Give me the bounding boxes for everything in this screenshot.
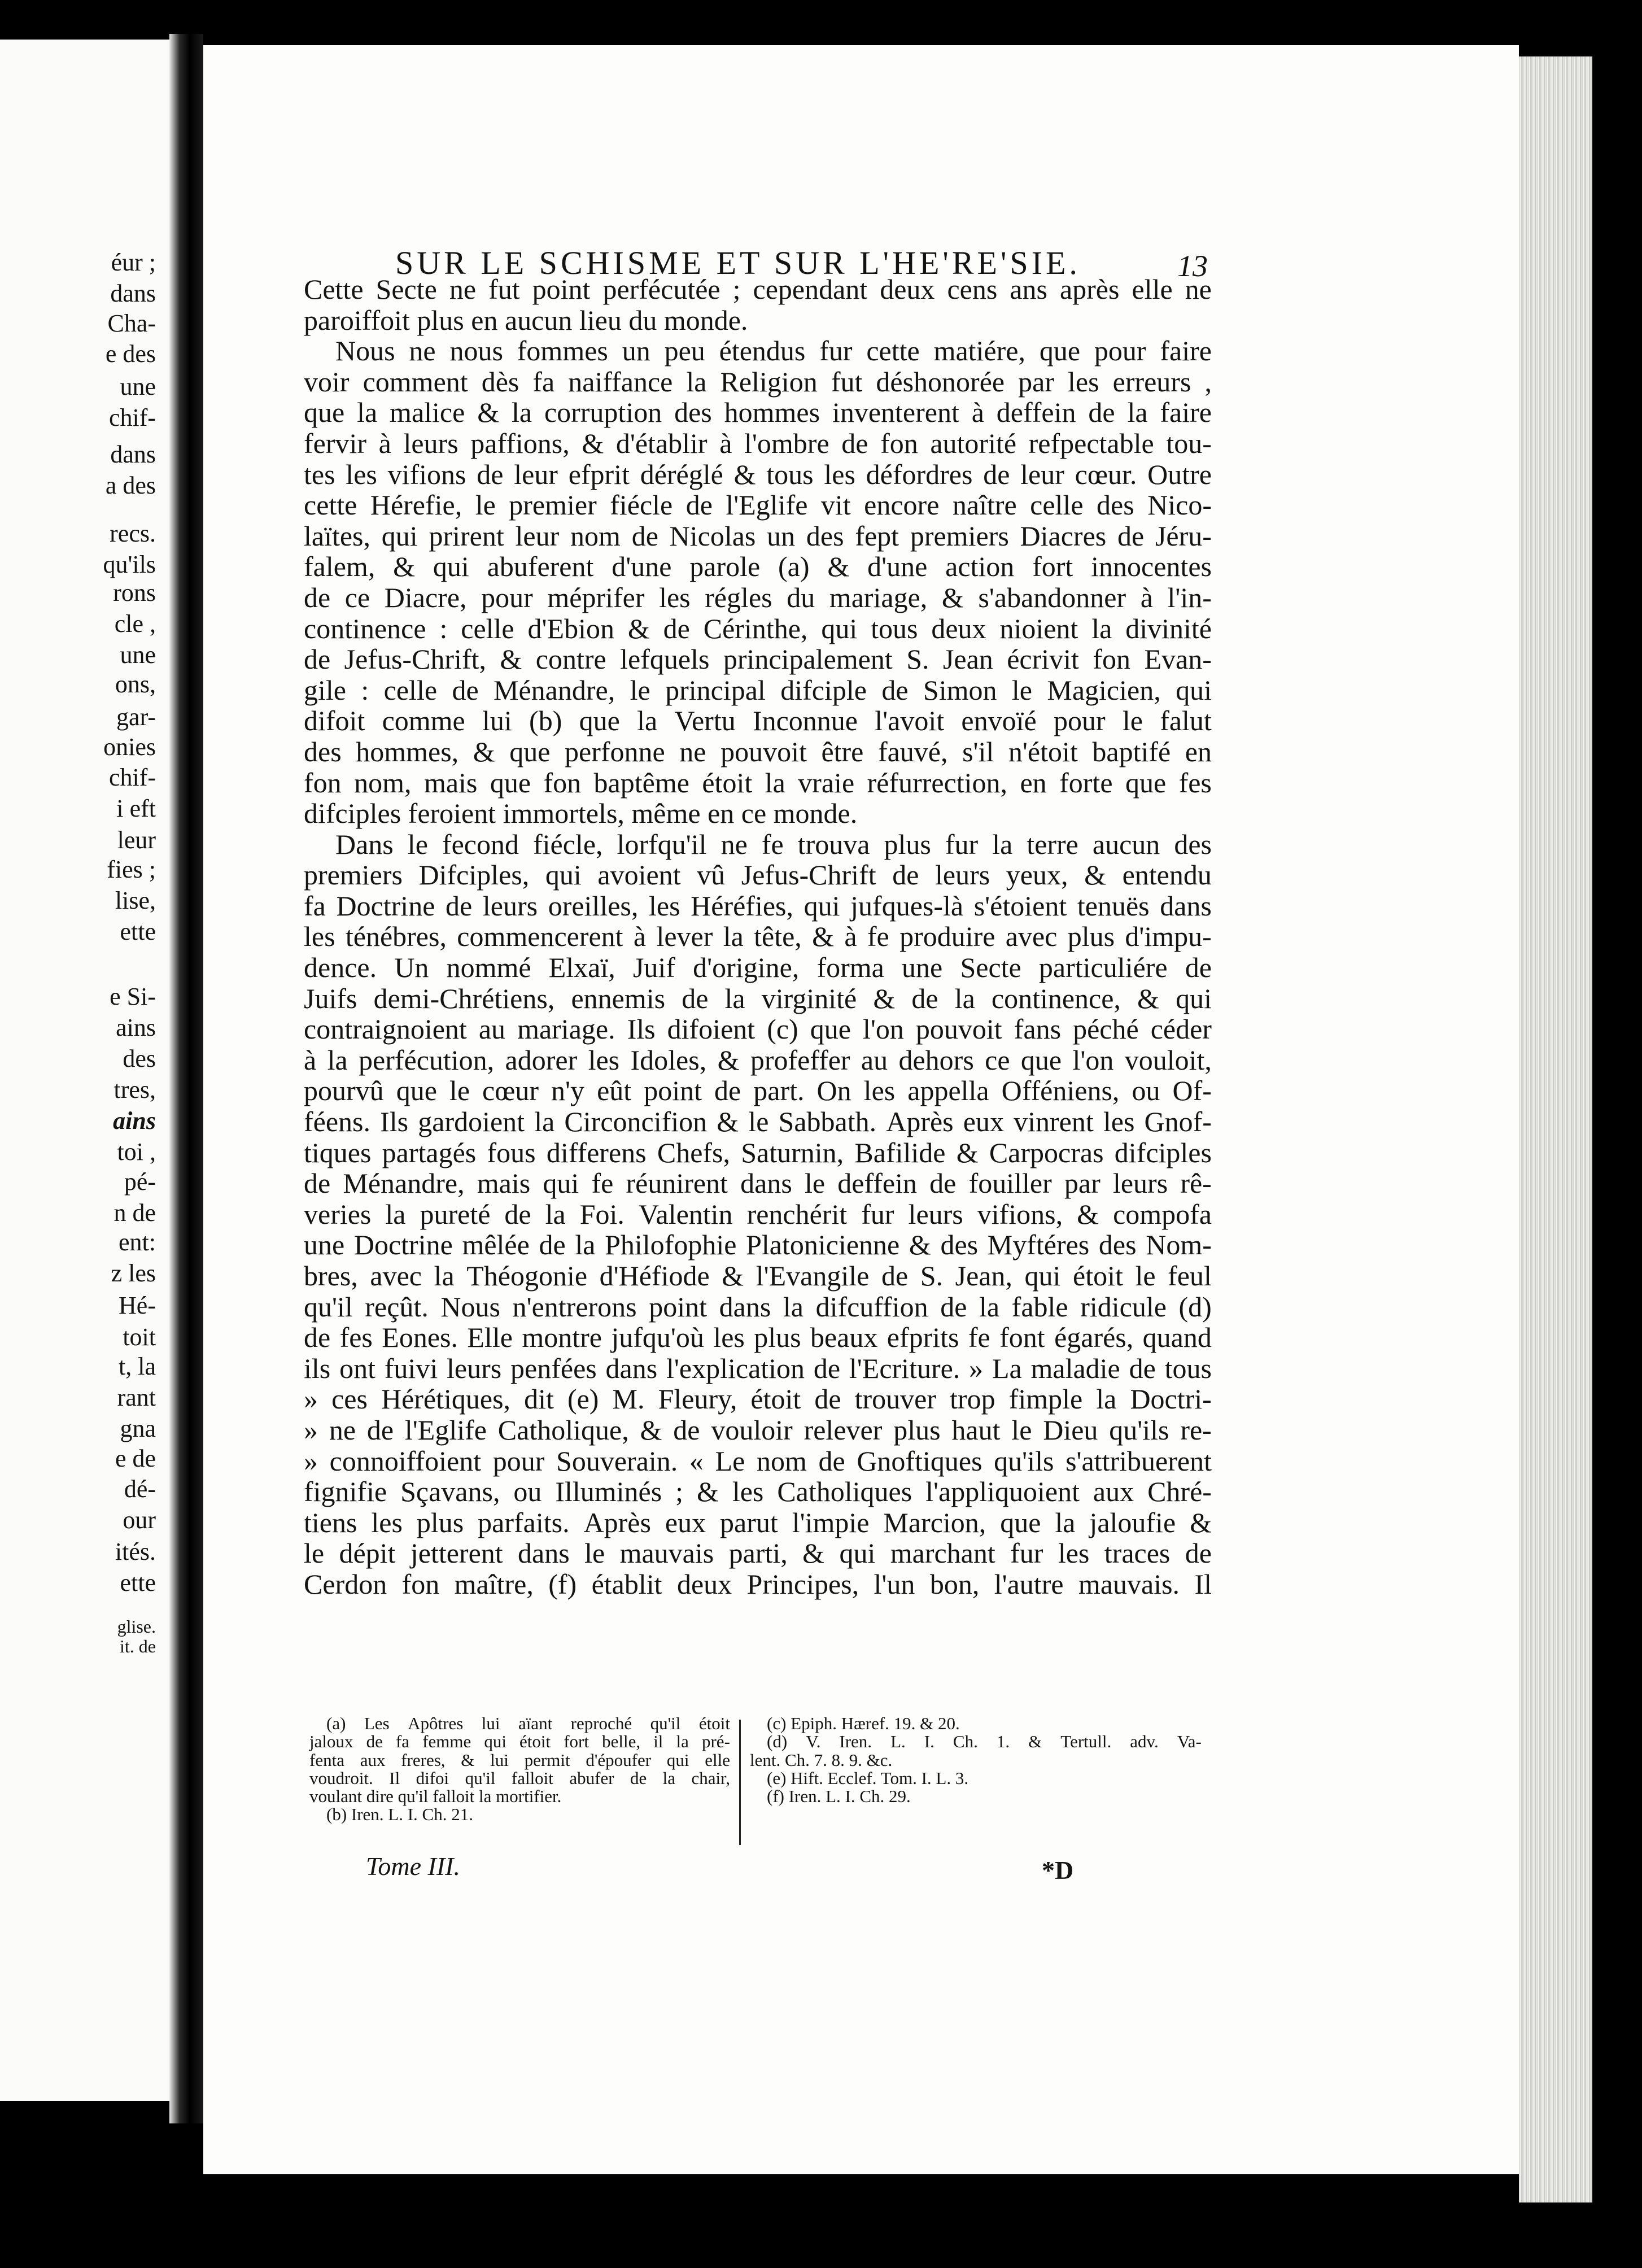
body-line: paroiffoit plus en aucun lieu du monde. (304, 304, 748, 336)
footnote-line: fenta aux freres, & lui permit d'époufer qui elle (309, 1750, 730, 1770)
body-line: cette Hérefie, le premier fiécle de l'Eglife vit encore naître celle des Nico- (304, 489, 1212, 521)
left-page-line: e des (105, 340, 156, 368)
left-page-line: gar- (116, 703, 156, 731)
left-page-line: qu'ils (103, 551, 156, 578)
left-page-line: chif- (108, 404, 156, 431)
left-page-line: éur ; (111, 248, 156, 276)
left-page-line: dans (110, 280, 156, 307)
body-line: contraignoient au mariage. Ils difoient (c) que l'on pouvoit fans péché céder (304, 1013, 1212, 1045)
left-page-line: une (120, 373, 156, 400)
left-page-line: toi , (117, 1138, 156, 1166)
body-line: des hommes, & que perfonne ne pouvoit être fauvé, s'il n'étoit baptifé en (304, 735, 1212, 767)
footnote-line: (f) Iren. L. I. Ch. 29. (767, 1786, 911, 1807)
body-line: les ténébres, commencerent à lever la tête, & à fe produire avec plus d'impu- (304, 921, 1212, 953)
left-page-line: ités. (115, 1538, 156, 1565)
body-line: bres, avec la Théogonie d'Héfiode & l'Evangile de S. Jean, qui étoit le feul (304, 1260, 1212, 1292)
body-line: ils ont fuivi leurs penfées dans l'explication de l'Ecriture. » La maladie de tous (304, 1352, 1212, 1384)
body-line: féens. Ils gardoient la Circoncifion & le Sabbath. Après eux vinrent les Gnof- (304, 1106, 1212, 1138)
left-page-line: Hé- (119, 1292, 156, 1319)
footnote-line: jaloux de fa femme qui étoit fort belle, il la pré- (309, 1731, 730, 1752)
page-edges (1519, 56, 1592, 2202)
left-page-line: tres, (113, 1076, 156, 1104)
left-page-line: lise, (115, 887, 156, 914)
left-page-line: cle , (114, 610, 156, 638)
left-page-line: dans (110, 440, 156, 468)
left-page-line: gna (120, 1415, 156, 1442)
left-page-line: n de (113, 1199, 156, 1227)
left-page-line: ent: (119, 1228, 156, 1256)
body-line: » ne de l'Eglife Catholique, & de vouloir relever plus haut le Dieu qu'ils re- (304, 1414, 1212, 1446)
body-line: voir comment dès fa naiffance la Religion fut déshonorée par les erreurs , (304, 365, 1212, 398)
footnote-line: lent. Ch. 7. 8. 9. &c. (750, 1750, 893, 1770)
left-page-line: our (123, 1506, 156, 1534)
body-line: gile : celle de Ménandre, le principal difciple de Simon le Magicien, qui (304, 674, 1212, 706)
running-head: SUR LE SCHISME ET SUR L'HE'RE'SIE. (395, 245, 1081, 281)
body-line: veries la pureté de la Foi. Valentin renchérit fur leurs vifions, & compofa (304, 1198, 1212, 1230)
body-line: premiers Difciples, qui avoient vû Jefus-Chrift de leurs yeux, & entendu (304, 859, 1212, 891)
left-page-fragment (0, 40, 169, 2101)
body-line: tes les vifions de leur efprit déréglé & tous les défordres de leur cœur. Outre (304, 458, 1212, 490)
left-page-line: chif- (108, 764, 156, 791)
body-line: difoit comme lui (b) que la Vertu Inconnue l'avoit envoïé pour le falut (304, 705, 1212, 737)
body-line: Dans le fecond fiécle, lorfqu'il ne fe trouva plus fur la terre aucun des (335, 828, 1212, 860)
page-number: 13 (1177, 249, 1208, 283)
footnote-line: voulant dire qu'il falloit la mortifier. (309, 1786, 562, 1807)
body-line: Cette Secte ne fut point perfécutée ; cependant deux cens ans après elle ne (304, 273, 1212, 305)
body-line: une Doctrine mêlée de la Philofophie Platonicienne & des Myftéres des Nom- (304, 1229, 1212, 1261)
body-text (304, 274, 1212, 1600)
body-line: difciples feroient immortels, même en ce monde. (304, 797, 858, 830)
left-page-line: fies ; (107, 856, 156, 883)
left-page-line: e Si- (110, 983, 156, 1010)
body-line: laïtes, qui prirent leur nom de Nicolas un des fept premiers Diacres de Jéru- (304, 520, 1212, 552)
left-page-line: ains (113, 1107, 156, 1135)
left-page-line: des (123, 1045, 156, 1072)
body-line: Nous ne nous fommes un peu étendus fur cette matiére, que pour faire (335, 335, 1212, 367)
body-line: continence : celle d'Ebion & de Cérinthe, qui tous deux nioient la divinité (304, 612, 1212, 644)
left-page-line: recs. (110, 520, 156, 547)
body-line: fervir à leurs paffions, & d'établir à l'ombre de fon autorité refpectable tou- (304, 427, 1212, 459)
left-page-line: toit (123, 1323, 156, 1351)
body-line: pourvû que le cœur n'y eût point de part. On les appella Offéniens, ou Of- (304, 1075, 1212, 1107)
left-page-line: onies (103, 733, 156, 761)
footnotes-right (750, 1715, 1202, 1805)
body-line: Juifs demi-Chrétiens, ennemis de la virginité & de la continence, & qui (304, 982, 1212, 1014)
left-page-line: e de (115, 1445, 156, 1472)
footnote-line: (a) Les Apôtres lui aïant reproché qu'il étoit (326, 1713, 730, 1733)
body-line: fa Doctrine de leurs oreilles, les Héréfies, qui jufques-là s'étoient tenuës dans (304, 889, 1212, 922)
left-page-line: leur (117, 826, 156, 854)
body-line: que la malice & la corruption des hommes inventerent à deffein de la faire (304, 396, 1212, 429)
left-page-line: z les (111, 1259, 156, 1287)
body-line: de Ménandre, mais qui fe réunirent dans le deffein de fouiller par leurs rê- (304, 1167, 1212, 1200)
left-page-line: pé- (124, 1168, 156, 1196)
body-line: dence. Un nommé Elxaï, Juif d'origine, forma une Secte particuliére de (304, 952, 1212, 984)
body-line: fon nom, mais que fon baptême étoit la vraie réfurrection, en forte que fes (304, 766, 1212, 799)
footnote-line: (b) Iren. L. I. Ch. 21. (326, 1804, 473, 1825)
body-line: à la perfécution, adorer les Idoles, & profeffer au dehors ce que l'on vouloit, (304, 1044, 1212, 1076)
signature-mark: *D (1042, 1856, 1074, 1885)
left-page-line: i eft (116, 795, 156, 822)
left-page-line: ette (120, 918, 156, 945)
left-page-line: ains (116, 1014, 156, 1041)
book-gutter (169, 34, 203, 2123)
left-page-line: une (120, 641, 156, 669)
footnote-line: (e) Hift. Ecclef. Tom. I. L. 3. (767, 1768, 969, 1788)
footnote-divider (739, 1720, 741, 1845)
left-page-line: dé- (124, 1475, 156, 1503)
left-page-line: Cha- (107, 309, 156, 337)
footnote-line: voudroit. Il difoi qu'il falloit abufer de la chair, (309, 1768, 730, 1788)
footnote-line: (d) V. Iren. L. I. Ch. 1. & Tertull. adv. Va- (767, 1731, 1202, 1752)
body-line: de fes Eones. Elle montre jufqu'où les plus beaux efprits fe font égarés, quand (304, 1321, 1212, 1354)
left-page-line: a des (105, 472, 156, 499)
body-line: tiens les plus parfaits. Après eux parut l'impie Marcion, que la jaloufie & (304, 1506, 1212, 1538)
body-line: fignifie Sçavans, ou Illuminés ; & les Catholiques l'appliquoient aux Chré- (304, 1476, 1212, 1508)
left-page-line: rons (113, 579, 156, 607)
body-line: qu'il reçût. Nous n'entrerons point dans la difcuffion de la fable ridicule (d) (304, 1290, 1212, 1323)
body-line: tiques partagés fous differens Chefs, Saturnin, Bafilide & Carpocras difciples (304, 1136, 1212, 1168)
body-line: Cerdon fon maître, (f) établit deux Principes, l'un bon, l'autre mauvais. Il (304, 1568, 1212, 1600)
left-page-line: ette (120, 1569, 156, 1597)
body-line: le dépit jetterent dans le mauvais parti, & qui marchant fur les traces de (304, 1537, 1212, 1569)
left-page-line: rant (117, 1384, 156, 1411)
body-line: » ces Hérétiques, dit (e) M. Fleury, étoit de trouver trop fimple la Doctri- (304, 1383, 1212, 1415)
left-page-line: ons, (115, 670, 156, 698)
body-line: de Jefus-Chrift, & contre lefquels principalement S. Jean écrivit fon Evan- (304, 643, 1212, 675)
footnotes-left (309, 1715, 730, 1824)
body-line: de ce Diacre, pour méprifer les régles du mariage, & s'abandonner à l'in- (304, 581, 1212, 613)
footnote-line: (c) Epiph. Hæref. 19. & 20. (767, 1713, 960, 1733)
left-page-line: glise. (117, 1616, 156, 1637)
body-line: falem, & qui abuferent d'une parole (a) & d'une action fort innocentes (304, 551, 1212, 583)
left-page-line: t, la (119, 1353, 156, 1380)
left-page-line: it. de (120, 1636, 156, 1656)
body-line: » connoiffoient pour Souverain. « Le nom de Gnoftiques qu'ils s'attribuerent (304, 1445, 1212, 1477)
signature-tome: Tome III. (366, 1852, 460, 1881)
